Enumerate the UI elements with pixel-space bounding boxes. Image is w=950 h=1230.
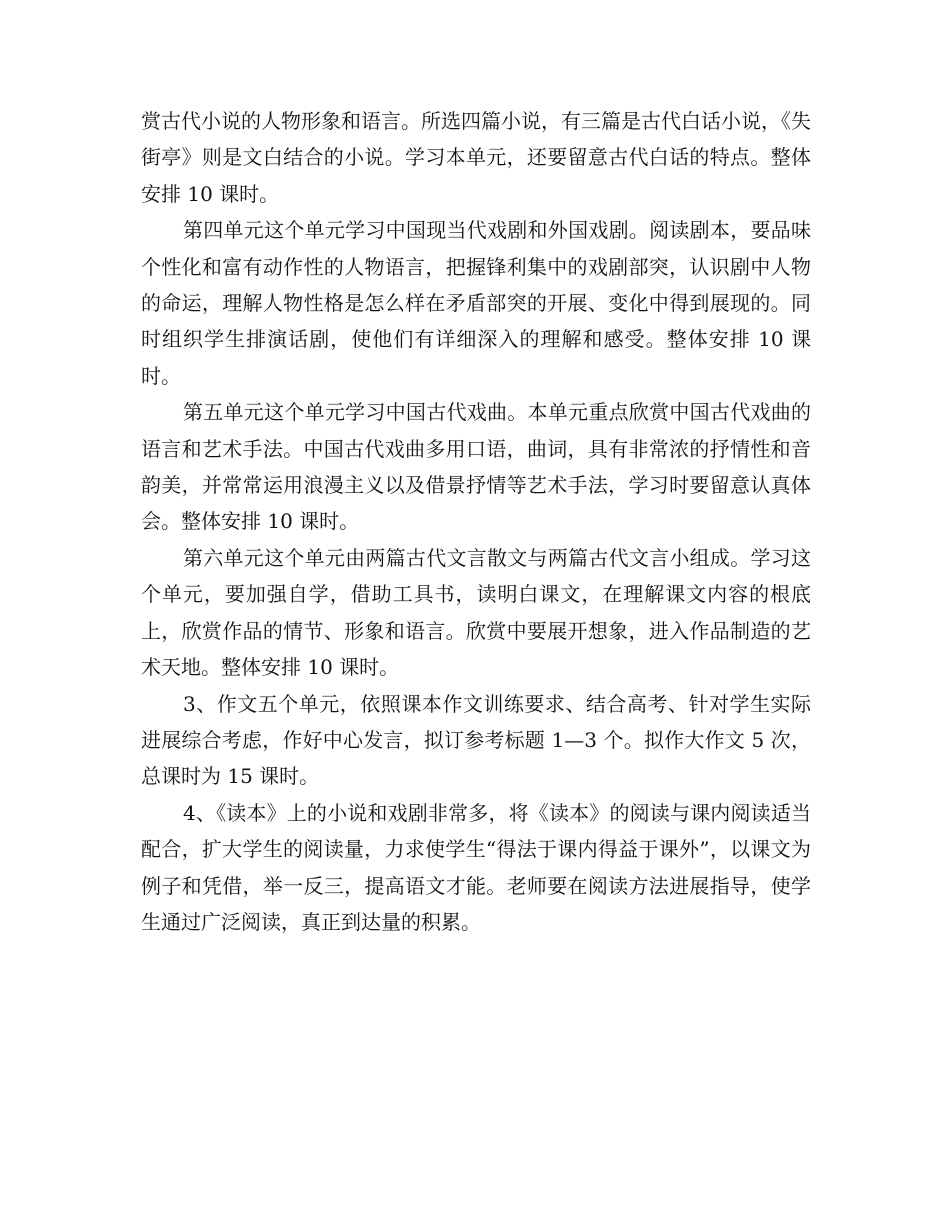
paragraph-unit-four: 第四单元这个单元学习中国现当代戏剧和外国戏剧。阅读剧本，要品味个性化和富有动作性的人物语言，把握锋利集中的戏剧部突，认识剧中人物的命运，理解人物性格是怎么样在矛盾部突的开展、变化中得到展现的。同时组织学生排演话剧，使他们有详细深入的理解和感受。整体安排 10 课时。 [141,218,811,388]
document-body [141,103,811,940]
paragraph-continuation: 赏古代小说的人物形象和语言。所选四篇小说，有三篇是古代白话小说，《失街亭》则是文白结合的小说。学习本单元，还要留意古代白话的特点。整体安排 10 课时。 [141,109,811,206]
paragraph-composition: 3、作文五个单元，依照课本作文训练要求、结合高考、针对学生实际进展综合考虑，作好中心发言，拟订参考标题 1—3 个。拟作大作文 5 次，总课时为 15 课时。 [141,691,811,789]
paragraph-unit-five: 第五单元这个单元学习中国古代戏曲。本单元重点欣赏中国古代戏曲的语言和艺术手法。中国古代戏曲多用口语，曲词，具有非常浓的抒情性和音韵美，并常常运用浪漫主义以及借景抒情等艺术手法，学习时要留意认真体会。整体安排 10 课时。 [141,400,811,534]
paragraph-reader: 4、《读本》上的小说和戏剧非常多，将《读本》的阅读与课内阅读适当配合，扩大学生的阅读量，力求使学生“得法于课内得益于课外”，以课文为例子和凭借，举一反三，提高语文才能。老师要在阅读方法进展指导，使学生通过广泛阅读，真正到达量的积累。 [141,800,811,934]
paragraph-unit-six: 第六单元这个单元由两篇古代文言散文与两篇古代文言小组成。学习这个单元，要加强自学，借助工具书，读明白课文，在理解课文内容的根底上，欣赏作品的情节、形象和语言。欣赏中要展开想象，进入作品制造的艺术天地。整体安排 10 课时。 [141,545,811,680]
